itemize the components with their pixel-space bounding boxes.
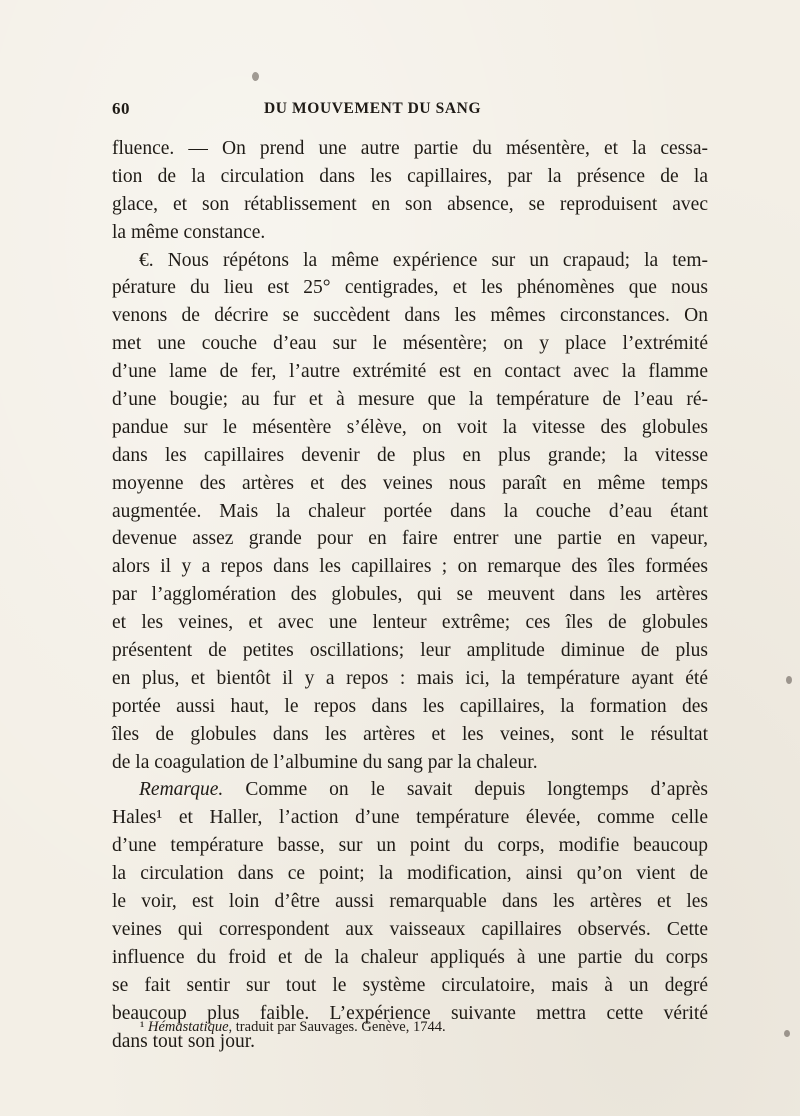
text-line: venons de décrire se succèdent dans les mêmes circonstances. On	[112, 305, 708, 327]
text-line: €. Nous répétons la même expérience sur un crapaud; la tem-	[139, 249, 708, 271]
page-header	[112, 99, 702, 129]
text-line: pandue sur le mésentère s’élève, on voit la vitesse des globules	[112, 416, 708, 438]
text-line: augmentée. Mais la chaleur portée dans la couche d’eau étant	[112, 500, 708, 522]
text-line: la circulation dans ce point; la modification, ainsi qu’on vient de	[112, 863, 708, 885]
text-line: d’une bougie; au fur et à mesure que la température de l’eau ré-	[112, 389, 708, 411]
text-line: portée aussi haut, le repos dans les capillaires, la formation des	[112, 695, 708, 717]
text-line: met une couche d’eau sur le mésentère; on y place l’extrémité	[112, 333, 708, 355]
ink-speck	[640, 675, 643, 678]
footnote-title: Hémastatique	[147, 1019, 229, 1035]
ink-speck	[784, 1030, 790, 1037]
text-line: par l’agglomération des globules, qui se meuvent dans les artères	[112, 584, 708, 606]
text-line: se fait sentir sur tout le système circulatoire, mais à un degré	[112, 974, 708, 996]
text-line: le voir, est loin d’être aussi remarquable dans les artères et les	[112, 891, 708, 913]
text-line: d’une lame de fer, l’autre extrémité est en contact avec la flamme	[112, 361, 708, 383]
ink-speck	[786, 676, 792, 684]
body-text	[112, 135, 708, 1055]
remark-line	[112, 776, 708, 804]
text-line: alors il y a repos dans les capillaires ; on remarque des îles formées	[112, 556, 708, 578]
text-line: présentent de petites oscillations; leur amplitude diminue de plus	[112, 640, 708, 662]
text-line: moyenne des artères et des veines nous paraît en même temps	[112, 472, 708, 494]
remark-text: Comme on le savait depuis longtemps d’après	[223, 779, 708, 801]
text-line: pérature du lieu est 25° centigrades, et les phénomènes que nous	[112, 277, 708, 299]
running-head: DU MOUVEMENT DU SANG	[264, 100, 482, 117]
text-line: dans tout son jour.	[112, 1030, 256, 1052]
ink-speck	[252, 72, 259, 81]
text-line: beaucoup plus faible. L’expérience suivante mettra cette vérité	[112, 1002, 708, 1024]
text-line: îles de globules dans les artères et les veines, sont le résultat	[112, 723, 708, 745]
footnote	[140, 1019, 446, 1036]
text-line: Hales¹ et Haller, l’action d’une température élevée, comme celle	[112, 807, 708, 829]
text-line: la même constance.	[112, 221, 266, 243]
page-number: 60	[112, 99, 130, 118]
remark-label: Remarque.	[139, 779, 224, 801]
text-line: et les veines, et avec une lenteur extrême; ces îles de globules	[112, 612, 708, 634]
footnote-text: , traduit par Sauvages. Genève, 1744.	[228, 1019, 446, 1035]
text-line: influence du froid et de la chaleur appliqués à une partie du corps	[112, 946, 708, 968]
text-line: dans les capillaires devenir de plus en plus grande; la vitesse	[112, 444, 708, 466]
text-line: tion de la circulation dans les capillaires, par la présence de la	[112, 165, 708, 187]
text-line: d’une température basse, sur un point du corps, modifie beaucoup	[112, 835, 708, 857]
text-line: fluence. — On prend une autre partie du mésentère, et la cessa-	[112, 138, 708, 159]
text-line: de la coagulation de l’albumine du sang par la chaleur.	[112, 751, 538, 773]
text-line: glace, et son rétablissement en son absence, se reproduisent avec	[112, 193, 708, 215]
text-line: devenue assez grande pour en faire entrer une partie en vapeur,	[112, 528, 708, 550]
footnote-marker: ¹	[140, 1019, 145, 1035]
text-line: en plus, et bientôt il y a repos : mais ici, la température ayant été	[112, 667, 708, 689]
text-line: veines qui correspondent aux vaisseaux capillaires observés. Cette	[112, 918, 708, 940]
